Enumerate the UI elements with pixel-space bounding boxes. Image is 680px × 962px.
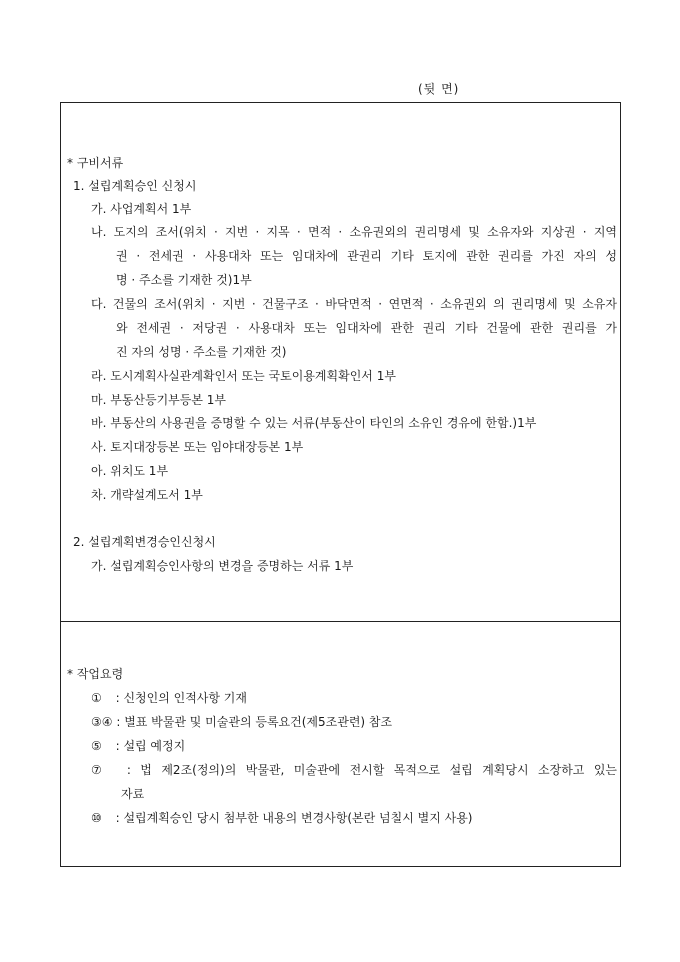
guide-mark: ⑩ xyxy=(91,811,102,825)
doc-item-da-cont-1: 와 전세권 · 저당권 · 사용대차 또는 임대차에 관한 권리 기타 건물에 관한 권리를 가 xyxy=(116,321,617,335)
guide-text: : 설립계획승인 당시 첨부한 내용의 변경사항(본란 넘칠시 별지 사용) xyxy=(111,811,473,825)
doc-item-na: 나. 도지의 조서(위치 · 지번 · 지목 · 면적 · 소유권외의 권리명세 및 소유자와 지상권 · 지역 xyxy=(91,225,617,239)
guide-item-cont: 자료 xyxy=(121,787,145,801)
group2-title: 2. 설립계획변경승인신청시 xyxy=(73,535,216,549)
work-guide-heading: * 작업요령 xyxy=(67,667,124,681)
guide-item xyxy=(91,690,247,706)
work-guide-section xyxy=(61,622,620,866)
doc-item-sa: 사. 토지대장등본 또는 임야대장등본 1부 xyxy=(91,440,304,454)
guide-text: : 법 제2조(정의)의 박물관, 미술관에 전시할 목적으로 설립 계획당시 소장하고 있는 xyxy=(117,763,617,777)
guide-item xyxy=(91,762,617,778)
guide-item xyxy=(91,810,473,826)
guide-mark: ⑦ xyxy=(91,763,108,777)
doc-item-da-cont-2: 진 자의 성명 · 주소를 기재한 것) xyxy=(116,345,287,359)
guide-item xyxy=(91,738,185,754)
doc-item-ba: 바. 부동산의 사용권을 증명할 수 있는 서류(부동산이 타인의 소유인 경유에 한함.)1부 xyxy=(91,416,537,430)
guide-item xyxy=(91,714,392,730)
doc-item-a: 아. 위치도 1부 xyxy=(91,464,169,478)
guide-mark: ① xyxy=(91,691,102,705)
form-box xyxy=(60,102,621,867)
guide-mark: ⑤ xyxy=(91,739,102,753)
doc-item-ma: 마. 부동산등기부등본 1부 xyxy=(91,393,226,407)
doc-item-na-cont-2: 명 · 주소를 기재한 것)1부 xyxy=(116,273,252,287)
required-documents-heading: * 구비서류 xyxy=(67,156,124,170)
page-side-note: (뒷 면) xyxy=(418,82,460,96)
doc-item-ga: 가. 사업계획서 1부 xyxy=(91,202,192,216)
doc2-item-ga: 가. 설립계획승인사항의 변경을 증명하는 서류 1부 xyxy=(91,559,354,573)
group1-title: 1. 설립계획승인 신청시 xyxy=(73,179,197,193)
doc-item-ra: 라. 도시계획사실관계확인서 또는 국토이용계획확인서 1부 xyxy=(91,369,396,383)
guide-text: : 신청인의 인적사항 기재 xyxy=(111,691,247,705)
guide-text: : 설립 예정지 xyxy=(111,739,186,753)
guide-text: : 별표 박물관 및 미술관의 등록요건(제5조관련) 참조 xyxy=(112,715,393,729)
required-documents-section xyxy=(61,103,620,622)
doc-item-da: 다. 건물의 조서(위치 · 지번 · 건물구조 · 바닥면적 · 연면적 · 소유권외 의 권리명세 및 소유자 xyxy=(91,297,617,311)
guide-mark: ③④ xyxy=(91,715,113,729)
doc-item-cha: 차. 개략설계도서 1부 xyxy=(91,488,203,502)
doc-item-na-cont-1: 권 · 전세권 · 사용대차 또는 임대차에 관권리 기타 토지에 관한 권리를 가진 자의 성 xyxy=(116,249,617,263)
